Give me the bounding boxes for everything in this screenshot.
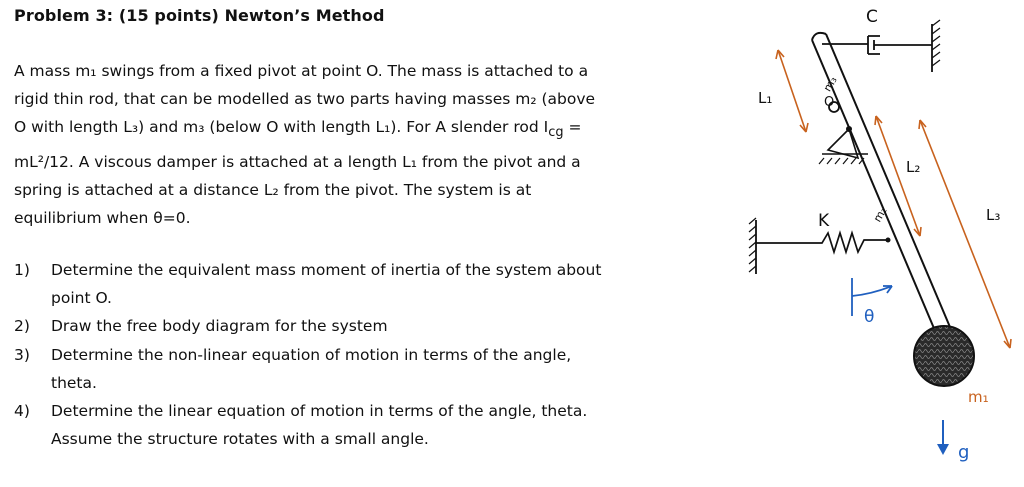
mass-m1 [914,326,974,386]
task-number: 3) [14,345,30,364]
task-text: point O. [51,289,112,308]
statement-line: equilibrium when θ=0. [14,209,191,228]
gravity-label: g [958,442,970,463]
gravity-arrow [937,420,949,455]
task-text: Draw the free body diagram for the system [51,317,388,336]
task-number: 2) [14,317,30,336]
spring-label: K [818,211,830,231]
dimension-l1 [776,50,808,132]
m1-label: m₁ [968,388,989,406]
pivot-label: O [824,95,835,110]
task-number: 1) [14,261,30,279]
dimension-l3 [919,120,1011,348]
l2-label: L₂ [906,158,921,176]
statement-line: rigid thin rod, that can be modelled as two parts having masses m₂ (above [14,90,596,109]
task-number: 4) [14,402,30,421]
damper-label: C [866,7,878,27]
task-text: Determine the linear equation of motion in terms of the angle, theta. [51,402,588,421]
problem-title: Problem 3: (15 points) Newton’s Method [14,6,385,25]
task-text: Assume the structure rotates with a small angle. [51,430,429,449]
l1-label: L₁ [758,89,773,107]
statement-line: A mass m₁ swings from a fixed pivot at point O. The mass is attached to a [14,62,589,80]
statement-line: mL²/12. A viscous damper is attached at a length L₁ from the pivot and a [14,152,581,171]
pivot-support [819,102,868,164]
task-text: Determine the non-linear equation of motion in terms of the angle, [51,345,572,364]
m2-label: m₂ [870,204,890,225]
task-text: Determine the equivalent mass moment of inertia of the system about [51,261,602,279]
l3-label: L₃ [986,206,1001,224]
statement-line: O with length L₃) and m₃ (below O with length L₁). For A slender rod $I_{cg}$ = [14,118,582,141]
statement-line: spring is attached at a distance L₂ from the pivot. The system is at [14,180,532,199]
task-text: theta. [51,373,97,392]
theta-label: θ [864,307,875,327]
m3-label: m₃ [820,74,840,94]
